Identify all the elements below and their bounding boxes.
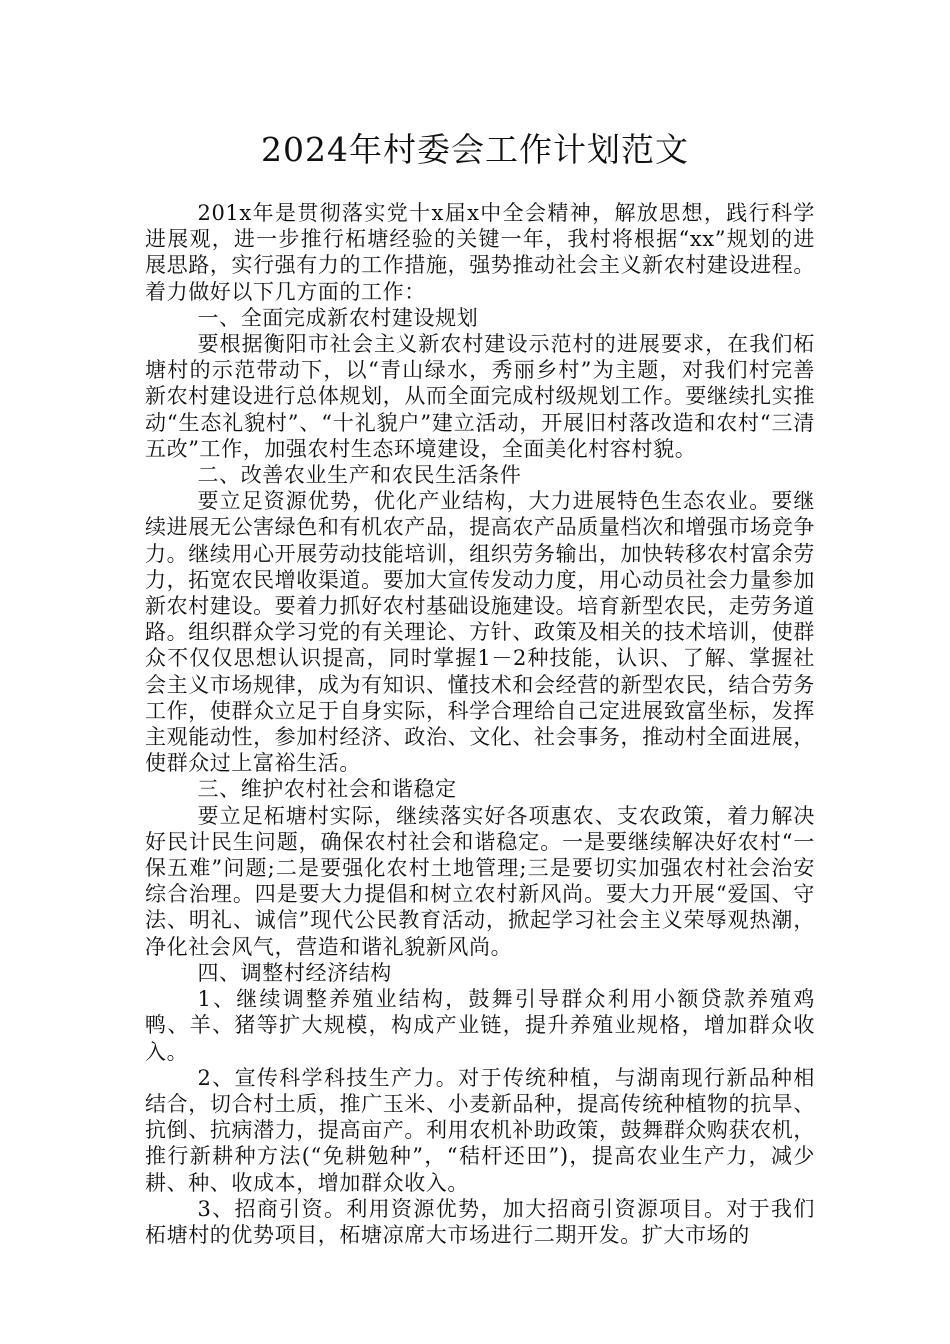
paragraph-intro: 201x年是贯彻落实党十x届x中全会精神，解放思想，践行科学进展观，进一步推行柘塘经验的关键一年，我村将根据“xx”规划的进展思路，实行强有力的工作措施，强势推动社会主义新农村建设进程。着力做好以下几方面的工作： xyxy=(145,201,815,304)
section-heading-4: 四、调整村经济结构 xyxy=(197,960,392,985)
section-heading-2: 二、改善农业生产和农民生活条件 xyxy=(197,463,522,488)
document-title: 2024年村委会工作计划范文 xyxy=(261,130,689,169)
paragraph-item-3: 3、招商引资。利用资源优势，加大招商引资源项目。对于我们柘塘村的优势项目，柘塘凉席大市场进行二期开发。扩大市场的 xyxy=(145,1196,815,1247)
paragraph-section-2: 要立足资源优势，优化产业结构，大力进展特色生态农业。要继续进展无公害绿色和有机农产品，提高农产品质量档次和增强市场竞争力。继续用心开展劳动技能培训，组织劳务输出，加快转移农村富余劳力，拓宽农民增收渠道。要加大宣传发动力度，用心动员社会力量参加新农村建设。要着力抓好农村基础设施建设。培育新型农民，走劳务道路。组织群众学习党的有关理论、方针、政策及相关的技术培训，使群众不仅仅思想认识提高，同时掌握1－2种技能，认识、了解、掌握社会主义市场规律，成为有知识、懂技术和会经营的新型农民，结合劳务工作，使群众立足于自身实际，科学合理给自己定进展致富坐标，发挥主观能动性，参加村经济、政治、文化、社会事务，推动村全面进展，使群众过上富裕生活。 xyxy=(145,489,815,776)
paragraph-section-3: 要立足柘塘村实际，继续落实好各项惠农、支农政策，着力解决好民计民生问题，确保农村社会和谐稳定。一是要继续解决好农村“一保五难”问题;二是要强化农村土地管理;三是要切实加强农村社会治安综合治理。四是要大力提倡和树立农村新风尚。要大力开展“爱国、守法、明礼、诚信”现代公民教育活动，掀起学习社会主义荣辱观热潮，净化社会风气，营造和谐礼貌新风尚。 xyxy=(145,803,815,959)
paragraph-section-1: 要根据衡阳市社会主义新农村建设示范村的进展要求，在我们柘塘村的示范带动下，以“青山绿水，秀丽乡村”为主题，对我们村完善新农村建设进行总体规划，从而全面完成村级规划工作。要继续扎实推动“生态礼貌村”、“十礼貌户”建立活动，开展旧村落改造和农村“三清五改”工作，加强农村生态环境建设，全面美化村容村貌。 xyxy=(145,332,815,461)
section-heading-1: 一、全面完成新农村建设规划 xyxy=(197,305,479,330)
section-heading-3: 三、维护农村社会和谐稳定 xyxy=(197,777,457,802)
document-body xyxy=(145,200,815,1248)
paragraph-item-2: 2、宣传科学科技生产力。对于传统种植，与湖南现行新品种相结合，切合村土质，推广玉米、小麦新品种，提高传统种植物的抗旱、抗倒、抗病潜力，提高亩产。利用农机补助政策，鼓舞群众购获农机，推行新耕种方法(“免耕勉种”，“秸杆还田”)，提高农业生产力，减少耕、种、收成本，增加群众收入。 xyxy=(145,1065,815,1195)
paragraph-item-1: 1、继续调整养殖业结构，鼓舞引导群众利用小额贷款养殖鸡鸭、羊、猪等扩大规模，构成产业链，提升养殖业规格，增加群众收入。 xyxy=(145,987,815,1064)
